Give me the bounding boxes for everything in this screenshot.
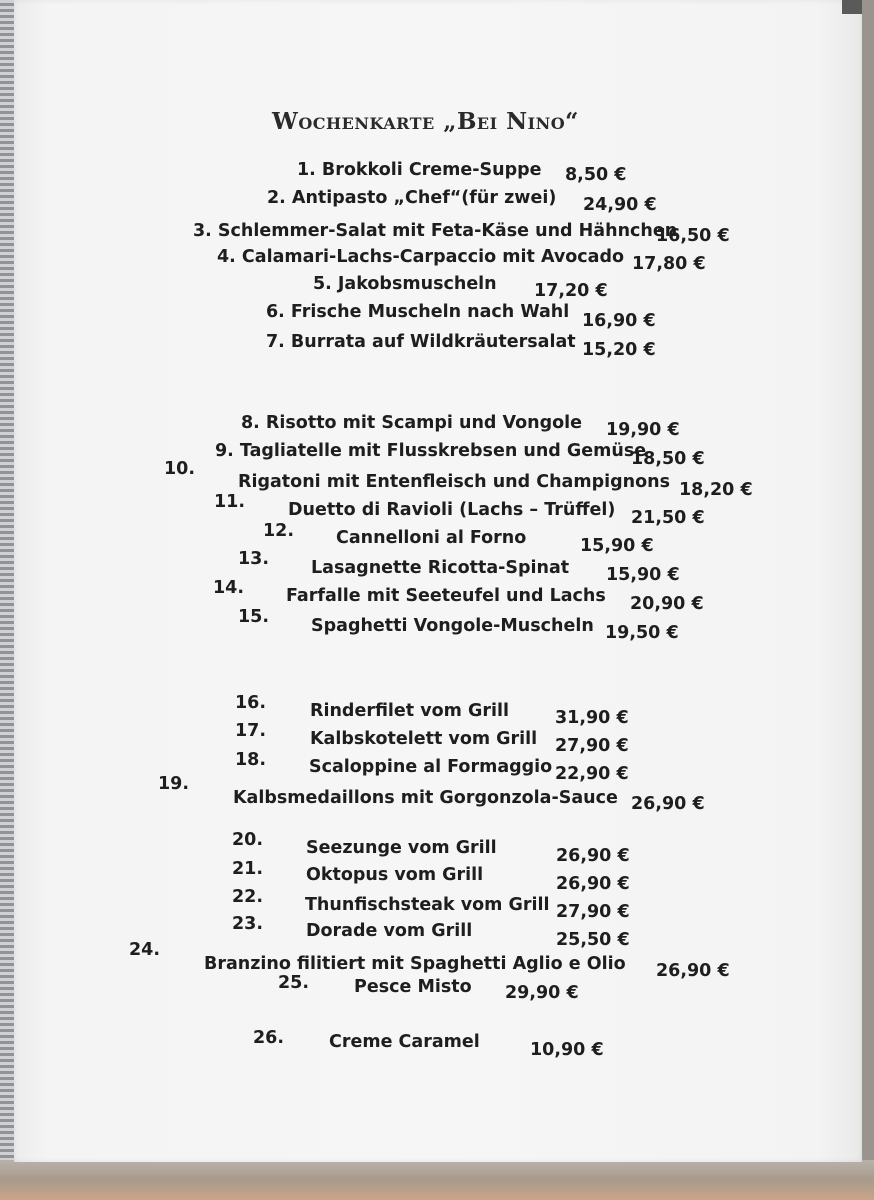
menu-item-number: 11. bbox=[214, 492, 246, 512]
menu-item-number: 17. bbox=[235, 721, 267, 741]
menu-item-price: 26,90 € bbox=[631, 794, 705, 814]
menu-item-name: Scaloppine al Formaggio bbox=[309, 757, 553, 777]
menu-item-number: 12. bbox=[263, 521, 295, 541]
menu-item-name: Duetto di Ravioli (Lachs – Trüffel) bbox=[288, 500, 616, 520]
menu-item-number: 15. bbox=[238, 607, 270, 627]
menu-title: Wochenkarte „Bei Nino“ bbox=[272, 108, 579, 135]
menu-item-name: 8. Risotto mit Scampi und Vongole bbox=[241, 413, 583, 433]
menu-item-name: 5. Jakobsmuscheln bbox=[313, 274, 497, 294]
menu-item-number: 18. bbox=[235, 750, 267, 770]
menu-item-name: Thunfischsteak vom Grill bbox=[305, 895, 550, 915]
menu-item-number: 10. bbox=[164, 459, 196, 479]
menu-item-number: 24. bbox=[129, 940, 161, 960]
menu-item-price: 8,50 € bbox=[565, 165, 627, 185]
menu-item-name: 3. Schlemmer-Salat mit Feta-Käse und Hähnchen bbox=[193, 221, 678, 241]
menu-item-price: 19,50 € bbox=[605, 623, 679, 643]
menu-item-price: 29,90 € bbox=[505, 983, 579, 1003]
sleeve-corner bbox=[842, 0, 862, 14]
menu-item-price: 16,50 € bbox=[656, 226, 730, 246]
menu-item-name: Lasagnette Ricotta-Spinat bbox=[311, 558, 570, 578]
menu-item-price: 26,90 € bbox=[656, 961, 730, 981]
menu-item-number: 20. bbox=[232, 830, 264, 850]
menu-item-price: 21,50 € bbox=[631, 508, 705, 528]
menu-item-name: 7. Burrata auf Wildkräutersalat bbox=[266, 332, 576, 352]
menu-item-name: Spaghetti Vongole-Muscheln bbox=[311, 616, 594, 636]
menu-item-price: 27,90 € bbox=[555, 736, 629, 756]
menu-item-price: 26,90 € bbox=[556, 874, 630, 894]
menu-item-name: Branzino filitiert mit Spaghetti Aglio e Olio bbox=[204, 954, 626, 974]
menu-item-price: 22,90 € bbox=[555, 764, 629, 784]
menu-item-name: Pesce Misto bbox=[354, 977, 472, 997]
menu-item-price: 15,90 € bbox=[580, 536, 654, 556]
menu-item-number: 23. bbox=[232, 914, 264, 934]
menu-item-name: Seezunge vom Grill bbox=[306, 838, 497, 858]
menu-item-price: 17,20 € bbox=[534, 281, 608, 301]
menu-item-name: Kalbsmedaillons mit Gorgonzola-Sauce bbox=[233, 788, 618, 808]
menu-item-price: 27,90 € bbox=[556, 902, 630, 922]
menu-item-name: Cannelloni al Forno bbox=[336, 528, 527, 548]
menu-item-price: 15,90 € bbox=[606, 565, 680, 585]
menu-item-number: 19. bbox=[158, 774, 190, 794]
menu-item-price: 17,80 € bbox=[632, 254, 706, 274]
menu-item-price: 19,90 € bbox=[606, 420, 680, 440]
menu-item-name: Kalbskotelett vom Grill bbox=[310, 729, 538, 749]
menu-item-number: 26. bbox=[253, 1028, 285, 1048]
menu-item-price: 25,50 € bbox=[556, 930, 630, 950]
menu-item-name: 4. Calamari-Lachs-Carpaccio mit Avocado bbox=[217, 247, 625, 267]
menu-item-number: 16. bbox=[235, 693, 267, 713]
menu-item-price: 26,90 € bbox=[556, 846, 630, 866]
menu-item-number: 14. bbox=[213, 578, 245, 598]
sleeve-edge-left bbox=[0, 0, 14, 1200]
menu-item-name: Dorade vom Grill bbox=[306, 921, 473, 941]
menu-item-name: 6. Frische Muscheln nach Wahl bbox=[266, 302, 570, 322]
menu-item-name: Creme Caramel bbox=[329, 1032, 480, 1052]
table-surface bbox=[0, 1160, 874, 1200]
menu-item-name: 9. Tagliatelle mit Flusskrebsen und Gemüse bbox=[215, 441, 647, 461]
menu-item-name: 1. Brokkoli Creme-Suppe bbox=[297, 160, 542, 180]
menu-item-number: 25. bbox=[278, 973, 310, 993]
menu-item-number: 13. bbox=[238, 549, 270, 569]
menu-item-name: Rinderfilet vom Grill bbox=[310, 701, 510, 721]
menu-item-price: 10,90 € bbox=[530, 1040, 604, 1060]
menu-item-number: 22. bbox=[232, 887, 264, 907]
menu-item-price: 16,90 € bbox=[582, 311, 656, 331]
menu-item-price: 24,90 € bbox=[583, 195, 657, 215]
menu-item-name: Farfalle mit Seeteufel und Lachs bbox=[286, 586, 606, 606]
menu-item-price: 18,20 € bbox=[679, 480, 753, 500]
menu-item-price: 18,50 € bbox=[631, 449, 705, 469]
menu-item-price: 15,20 € bbox=[582, 340, 656, 360]
menu-item-name: Oktopus vom Grill bbox=[306, 865, 484, 885]
menu-item-number: 21. bbox=[232, 859, 264, 879]
menu-item-price: 31,90 € bbox=[555, 708, 629, 728]
menu-item-name: 2. Antipasto „Chef“(für zwei) bbox=[267, 188, 557, 208]
menu-item-name: Rigatoni mit Entenfleisch und Champignons bbox=[238, 472, 671, 492]
menu-item-price: 20,90 € bbox=[630, 594, 704, 614]
